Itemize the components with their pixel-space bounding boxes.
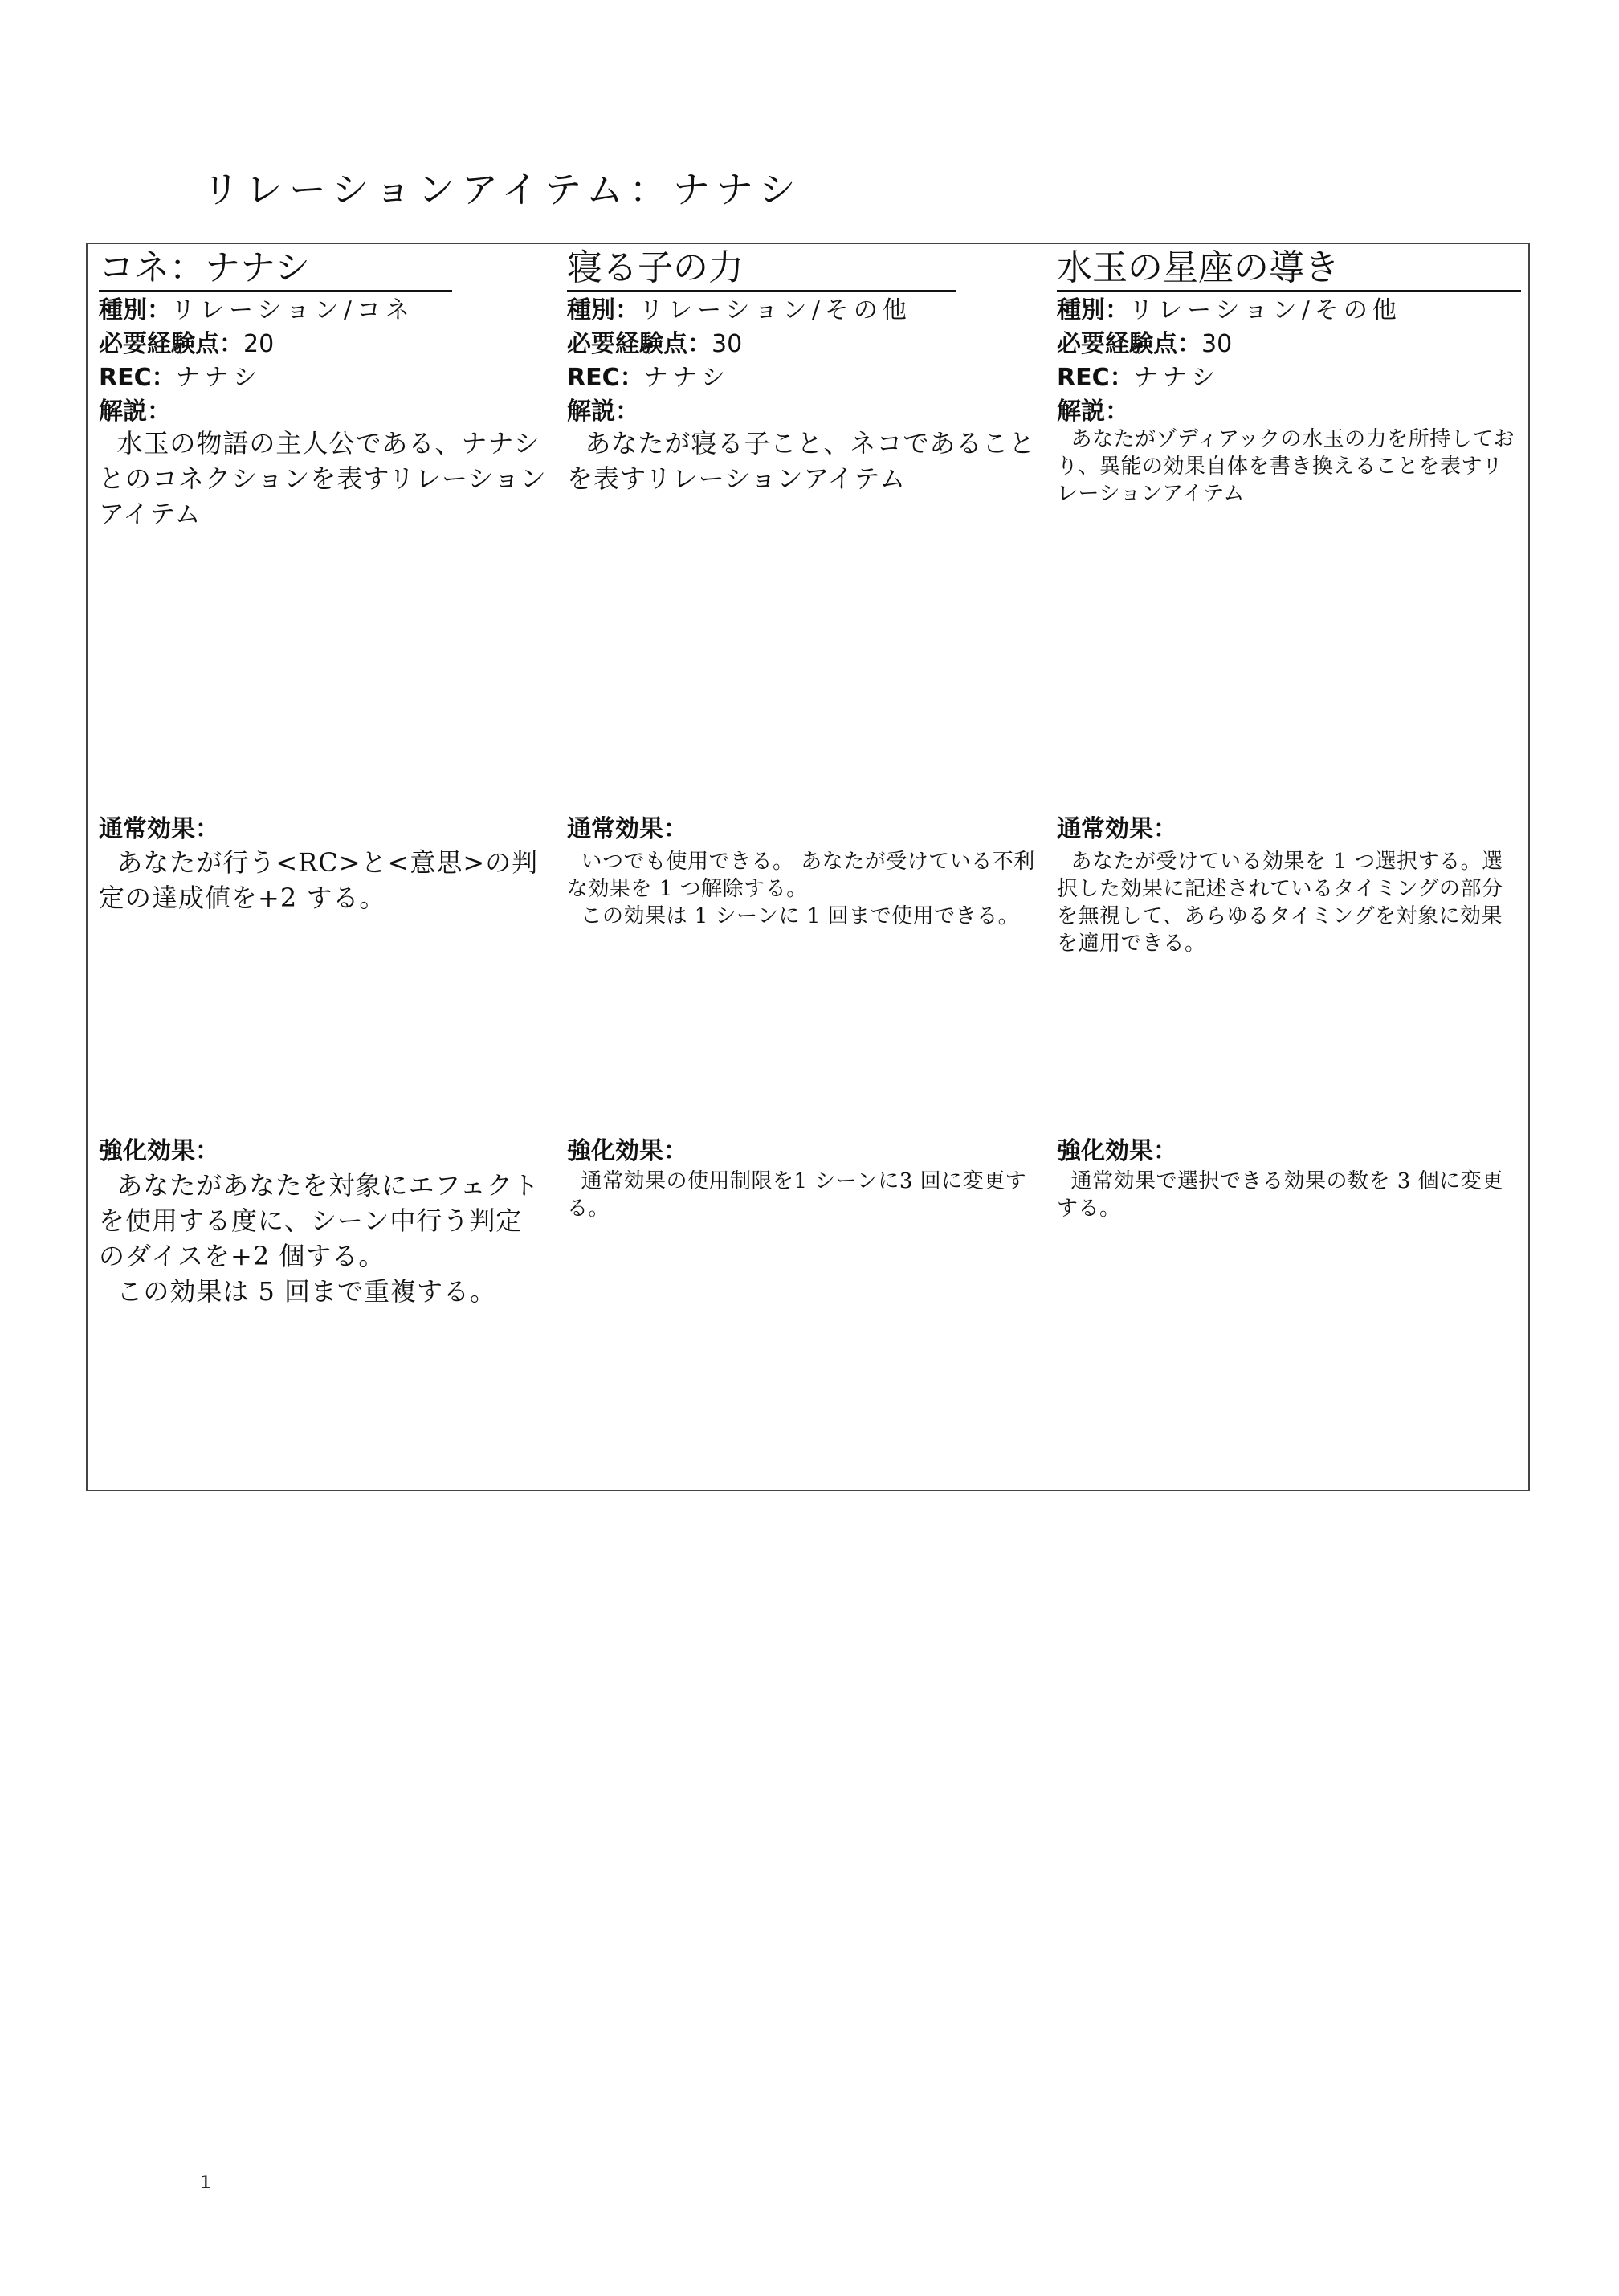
relation-item-table <box>86 243 1530 1491</box>
rec-row <box>1057 361 1401 395</box>
card-title: コネ：ナナシ <box>99 247 311 288</box>
description-text: あなたがゾディアックの水玉の力を所持しており、異能の効果自体を書き換えることを表すリレーションアイテム <box>1057 427 1515 506</box>
description-label: 解説： <box>567 398 639 426</box>
enhanced-effect-label: 強化効果： <box>567 1137 687 1165</box>
type-label: 種別： <box>99 296 171 324</box>
title-underline <box>1057 290 1521 292</box>
description-text: あなたが寝る子こと、ネコであることを表すリレーションアイテム <box>567 428 1036 494</box>
page-title: リレーションアイテム：ナナシ <box>202 168 802 211</box>
normal-effect-label: 通常効果： <box>1057 815 1177 843</box>
enhanced-effect-text: 通常効果の使用制限を1 シーンに3 回に変更する。 <box>567 1169 1027 1221</box>
card-title: 寝る子の力 <box>567 247 744 288</box>
exp-row <box>567 328 911 361</box>
enhanced-effect-label: 強化効果： <box>1057 1137 1177 1165</box>
normal-effect-text: あなたが受けている効果を 1 つ選択する。選択した効果に記述されているタイミングの部分を無視して、あらゆるタイミングを対象に効果を適用できる。 <box>1057 850 1503 956</box>
exp-label: 必要経験点： <box>1057 330 1201 358</box>
card-column-1 <box>88 244 556 1490</box>
exp-row <box>1057 328 1401 361</box>
type-value: リレーション/その他 <box>639 296 911 324</box>
type-value: リレーション/コネ <box>171 296 414 324</box>
rec-label: REC： <box>99 364 176 392</box>
type-row <box>1057 294 1401 328</box>
type-label: 種別： <box>567 296 639 324</box>
normal-effect-text: あなたが行う<RC>と<意思>の判定の達成値を+2 する。 <box>99 847 539 913</box>
rec-value: ナナシ <box>1133 364 1221 392</box>
description-row <box>567 395 911 429</box>
exp-value: 20 <box>243 330 275 358</box>
exp-row <box>99 328 414 361</box>
card-column-2 <box>556 244 1046 1490</box>
rec-row <box>99 361 414 395</box>
rec-row <box>567 361 911 395</box>
description-label: 解説： <box>99 398 171 426</box>
page-number: 1 <box>200 2173 211 2193</box>
type-row <box>567 294 911 328</box>
exp-value: 30 <box>1201 330 1233 358</box>
card-column-3 <box>1046 244 1530 1490</box>
rec-value: ナナシ <box>643 364 731 392</box>
type-row <box>99 294 414 328</box>
normal-effect-label: 通常効果： <box>99 815 219 843</box>
card-meta <box>99 294 414 429</box>
description-text: 水玉の物語の主人公である、ナナシとのコネクションを表すリレーションアイテム <box>99 428 547 529</box>
description-row <box>99 395 414 429</box>
enhanced-effect-text: 通常効果で選択できる効果の数を 3 個に変更する。 <box>1057 1169 1503 1221</box>
exp-value: 30 <box>712 330 743 358</box>
rec-label: REC： <box>567 364 644 392</box>
enhanced-effect-label: 強化効果： <box>99 1137 219 1165</box>
enhanced-effect-text: あなたがあなたを対象にエフェクトを使用する度に、シーン中行う判定のダイスを+2 個する。 この効果は 5 回まで重複する。 <box>99 1170 540 1307</box>
exp-label: 必要経験点： <box>99 330 243 358</box>
card-meta <box>567 294 911 429</box>
title-underline <box>567 290 956 292</box>
card-meta <box>1057 294 1401 429</box>
title-underline <box>99 290 452 292</box>
exp-label: 必要経験点： <box>567 330 712 358</box>
card-title: 水玉の星座の導き <box>1057 247 1340 288</box>
type-value: リレーション/その他 <box>1129 296 1401 324</box>
rec-value: ナナシ <box>175 364 263 392</box>
description-label: 解説： <box>1057 398 1129 426</box>
rec-label: REC： <box>1057 364 1134 392</box>
description-row <box>1057 395 1401 429</box>
normal-effect-text: いつでも使用できる。 あなたが受けている不利な効果を 1 つ解除する。 この効果は 1 シーンに 1 回まで使用できる。 <box>567 850 1035 928</box>
normal-effect-label: 通常効果： <box>567 815 687 843</box>
type-label: 種別： <box>1057 296 1129 324</box>
